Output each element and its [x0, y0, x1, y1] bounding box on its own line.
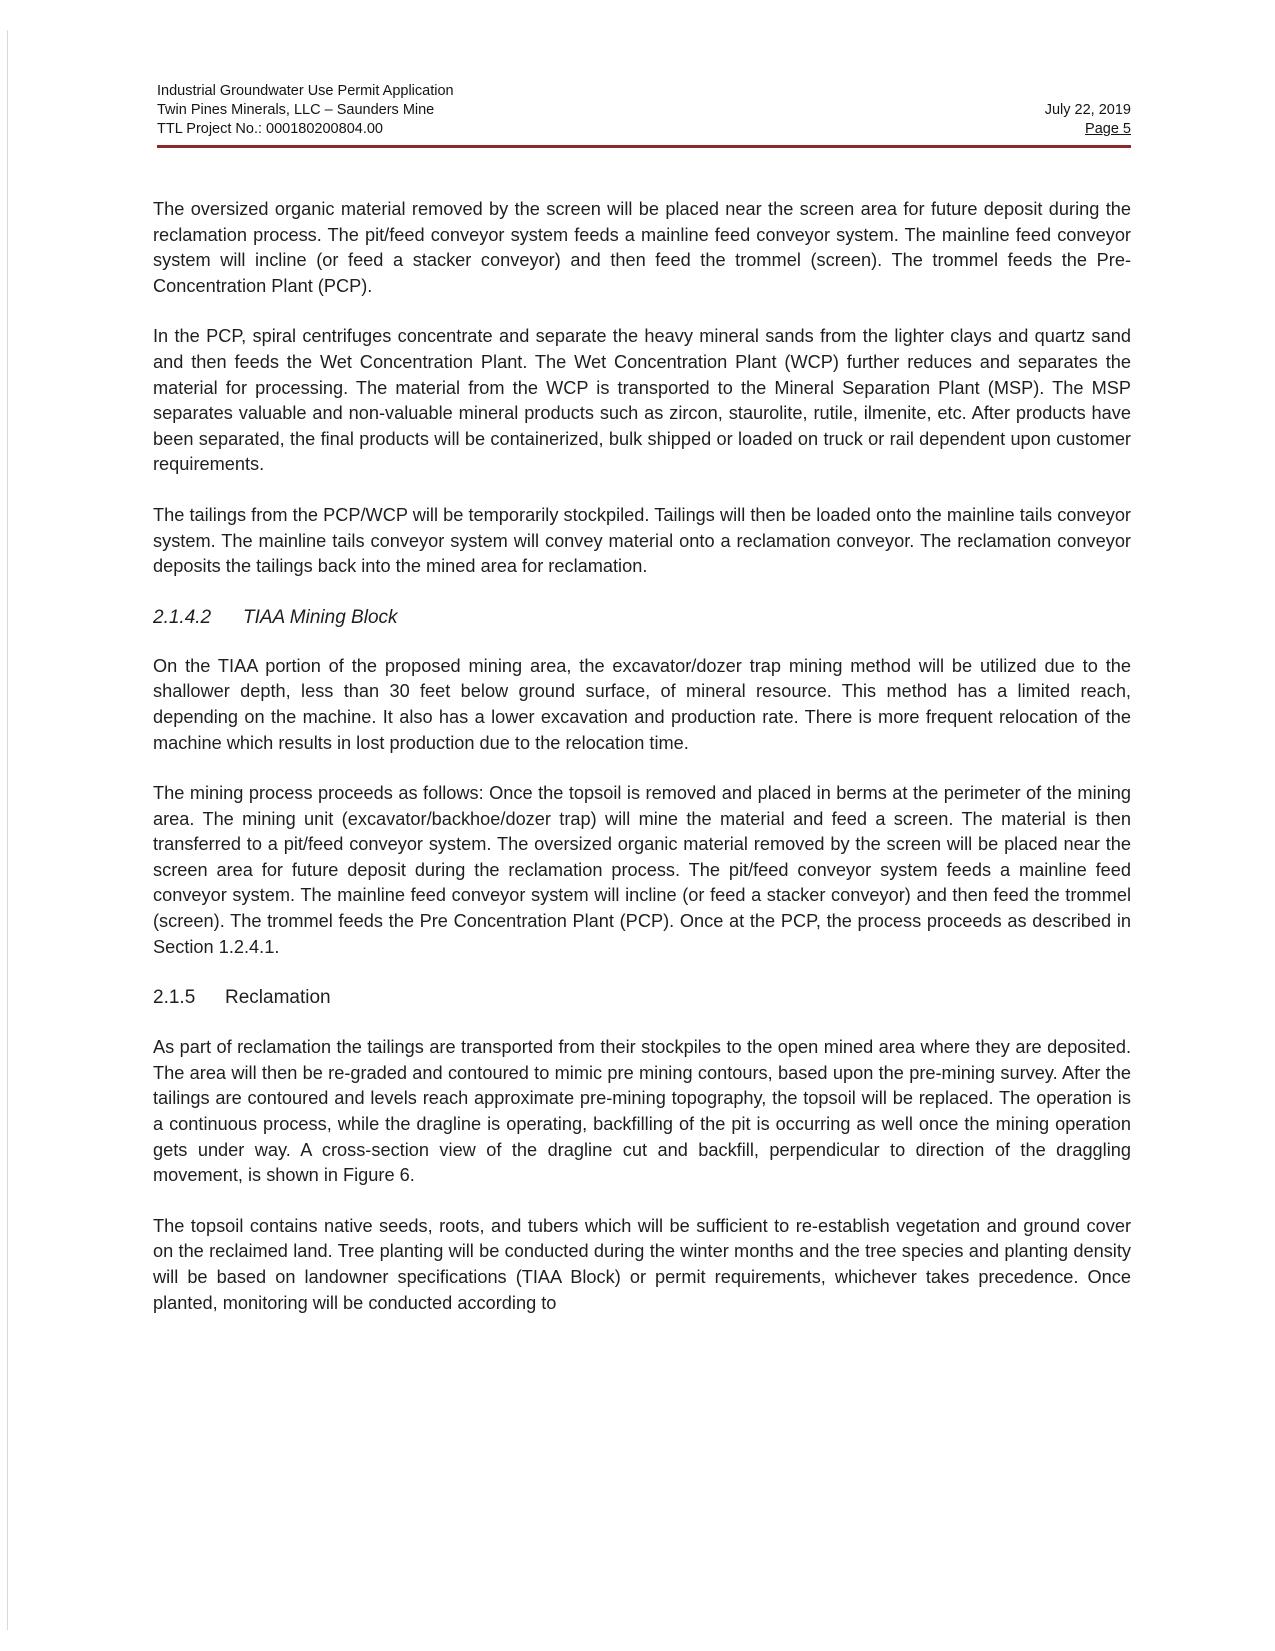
- section-heading-reclamation: [153, 985, 1131, 1011]
- header-page-number: Page 5: [1085, 121, 1131, 137]
- paragraph-screen-conveyor: The oversized organic material removed by the screen will be placed near the screen area for future deposit during the reclamation process. The pit/feed conveyor system feeds a mainline feed conveyor system. The mainline feed conveyor system will incline (or feed a stacker conveyor) and then feed the trommel (screen). The trommel feeds the Pre-Concentration Plant (PCP).: [153, 199, 1131, 296]
- header-rule: [157, 145, 1131, 148]
- section-heading-tiaa-mining-block: [153, 605, 1131, 631]
- paragraph-reclamation-tailings: As part of reclamation the tailings are transported from their stockpiles to the open mined area where they are deposited. The area will then be re-graded and contoured to mimic pre mining contours, based upon the pre-mining survey. After the tailings are contoured and levels reach approximate pre-mining topography, the topsoil will be replaced. The operation is a continuous process, while the dragline is operating, backfilling of the pit is occurring as well once the mining operation gets under way. A cross-section view of the dragline cut and backfill, perpendicular to direction of the draggling movement, is shown in Figure 6.: [153, 1037, 1131, 1186]
- header-right-block: [1045, 101, 1131, 139]
- paragraph-tailings: The tailings from the PCP/WCP will be temporarily stockpiled. Tailings will then be loaded onto the mainline tails conveyor system. The mainline tails conveyor system will convey material onto a reclamation conveyor. The reclamation conveyor deposits the tailings back into the mined area for reclamation.: [153, 504, 1131, 577]
- paragraph-tiaa-method: On the TIAA portion of the proposed mining area, the excavator/dozer trap mining method will be utilized due to the shallower depth, less than 30 feet below ground surface, of mineral resource. This method has a limited reach, depending on the machine. It also has a lower excavation and production rate. There is more frequent relocation of the machine which results in lost production due to the relocation time.: [153, 655, 1131, 753]
- paragraph-topsoil-vegetation: The topsoil contains native seeds, roots, and tubers which will be sufficient to re-establish vegetation and ground cover on the reclaimed land. Tree planting will be conducted during the winter months and the tree species and planting density will be based on landowner specifications (TIAA Block) or permit requirements, whichever takes precedence. Once planted, monitoring will be conducted according to: [153, 1215, 1131, 1313]
- header-document-title: Industrial Groundwater Use Permit Application: [157, 83, 454, 99]
- section-number: 2.1.4.2: [153, 606, 212, 628]
- header-date: July 22, 2019: [1044, 102, 1131, 118]
- header-left-block: [157, 82, 454, 139]
- section-title: TIAA Mining Block: [243, 606, 398, 628]
- page-body: [153, 197, 1131, 1341]
- header-client-name: Twin Pines Minerals, LLC – Saunders Mine: [157, 102, 435, 118]
- section-number: 2.1.5: [153, 987, 196, 1009]
- page-header: [157, 82, 1131, 147]
- paragraph-mining-process: The mining process proceeds as follows: Once the topsoil is removed and placed in berms at the perimeter of the mining area. The mining unit (excavator/backhoe/dozer trap) will mine the material and feed a screen. The material is then transferred to a pit/feed conveyor system. The oversized organic material removed by the screen will be placed near the screen area for future deposit during the reclamation process. The pit/feed conveyor system feeds a mainline feed conveyor system. The mainline feed conveyor system will incline (or feed a stacker conveyor) and then feed the trommel (screen). The trommel feeds the Pre Concentration Plant (PCP). Once at the PCP, the process proceeds as described in Section 1.2.4.1.: [153, 783, 1131, 957]
- paragraph-pcp-process: In the PCP, spiral centrifuges concentrate and separate the heavy mineral sands from the lighter clays and quartz sand and then feeds the Wet Concentration Plant. The Wet Concentration Plant (WCP) further reduces and separates the material for processing. The material from the WCP is transported to the Mineral Separation Plant (MSP). The MSP separates valuable and non-valuable mineral products such as zircon, staurolite, rutile, ilmenite, etc. After products have been separated, the final products will be containerized, bulk shipped or loaded on truck or rail dependent upon customer requirements.: [153, 326, 1131, 475]
- page-edge-shadow: [7, 30, 8, 1630]
- header-project-number: TTL Project No.: 000180200804.00: [157, 121, 383, 137]
- section-title: Reclamation: [225, 987, 331, 1009]
